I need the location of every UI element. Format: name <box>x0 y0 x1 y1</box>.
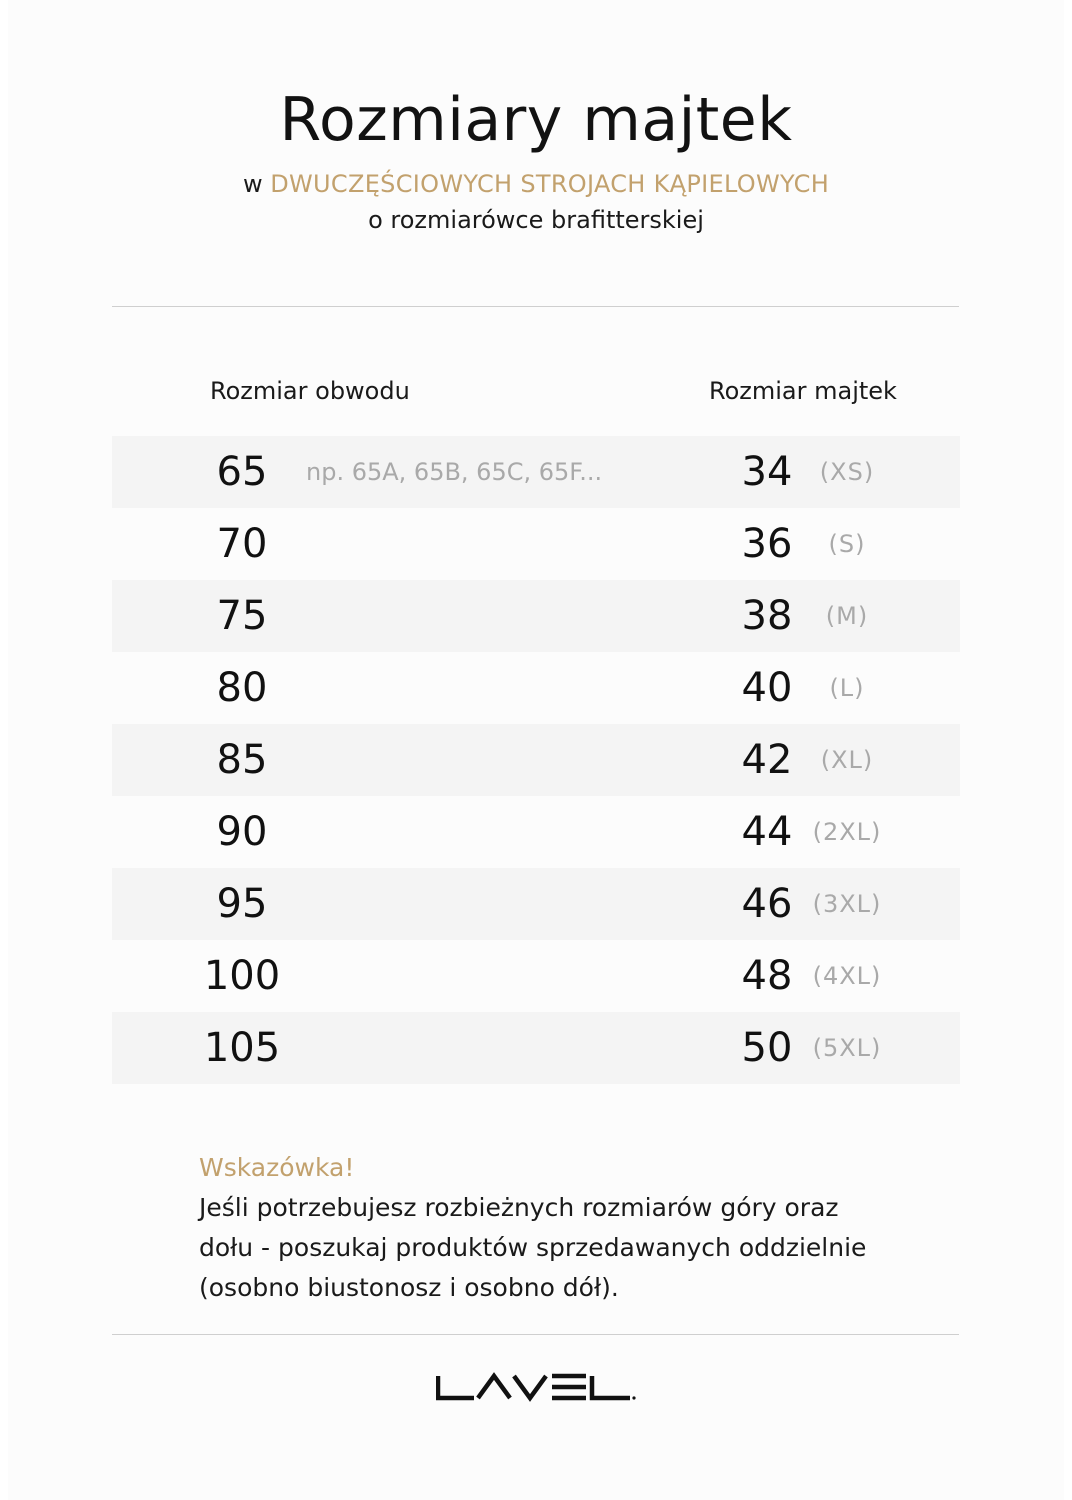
band-size: 65 <box>216 449 268 495</box>
tip-body <box>199 1188 919 1308</box>
letter-size: (XS) <box>819 458 875 486</box>
letter-size: (3XL) <box>812 890 882 918</box>
band-size: 95 <box>216 881 268 927</box>
band-size: 90 <box>216 809 268 855</box>
subtitle-line-1 <box>8 168 1064 200</box>
table-row <box>112 724 960 796</box>
column-header-brief: Rozmiar majtek <box>709 377 897 405</box>
letter-size: (M) <box>825 602 869 630</box>
subtitle-prefix: w <box>242 170 271 198</box>
letter-size: (5XL) <box>812 1034 882 1062</box>
table-row <box>112 940 960 1012</box>
lavel-logo <box>436 1372 636 1402</box>
letter-size: (4XL) <box>812 962 882 990</box>
brief-size: 46 <box>741 881 793 927</box>
tip-line: Jeśli potrzebujesz rozbieżnych rozmiarów góry oraz <box>199 1193 839 1222</box>
brief-size: 36 <box>741 521 793 567</box>
brief-size: 38 <box>741 593 793 639</box>
letter-size: (2XL) <box>812 818 882 846</box>
brief-size: 34 <box>741 449 793 495</box>
brief-size: 40 <box>741 665 793 711</box>
band-size: 100 <box>203 953 281 999</box>
column-header-band: Rozmiar obwodu <box>210 377 410 405</box>
brief-size: 50 <box>741 1025 793 1071</box>
size-chart-page <box>8 0 1064 1500</box>
band-size: 85 <box>216 737 268 783</box>
letter-size: (L) <box>829 674 865 702</box>
band-size: 80 <box>216 665 268 711</box>
bottom-divider <box>112 1334 959 1335</box>
band-example: np. 65A, 65B, 65C, 65F... <box>306 458 603 486</box>
letter-size: (XL) <box>820 746 874 774</box>
band-size: 70 <box>216 521 268 567</box>
band-size: 105 <box>203 1025 281 1071</box>
size-table <box>112 436 960 1084</box>
brief-size: 48 <box>741 953 793 999</box>
subtitle-line-2: o rozmiarówce brafitterskiej <box>368 206 704 234</box>
brief-size: 42 <box>741 737 793 783</box>
table-row <box>112 436 960 508</box>
page-title: Rozmiary majtek <box>279 85 793 155</box>
table-row <box>112 1012 960 1084</box>
brief-size: 44 <box>741 809 793 855</box>
table-row <box>112 796 960 868</box>
band-size: 75 <box>216 593 268 639</box>
top-divider <box>112 306 959 307</box>
tip-heading: Wskazówka! <box>199 1153 355 1182</box>
tip-line: (osobno biustonosz i osobno dół). <box>199 1273 619 1302</box>
letter-size: (S) <box>828 530 866 558</box>
tip-line: dołu - poszukaj produktów sprzedawanych oddzielnie <box>199 1233 867 1262</box>
table-row <box>112 580 960 652</box>
subtitle-accent: DWUCZĘŚCIOWYCH STROJACH KĄPIELOWYCH <box>270 170 830 198</box>
table-row <box>112 508 960 580</box>
table-row <box>112 868 960 940</box>
table-row <box>112 652 960 724</box>
